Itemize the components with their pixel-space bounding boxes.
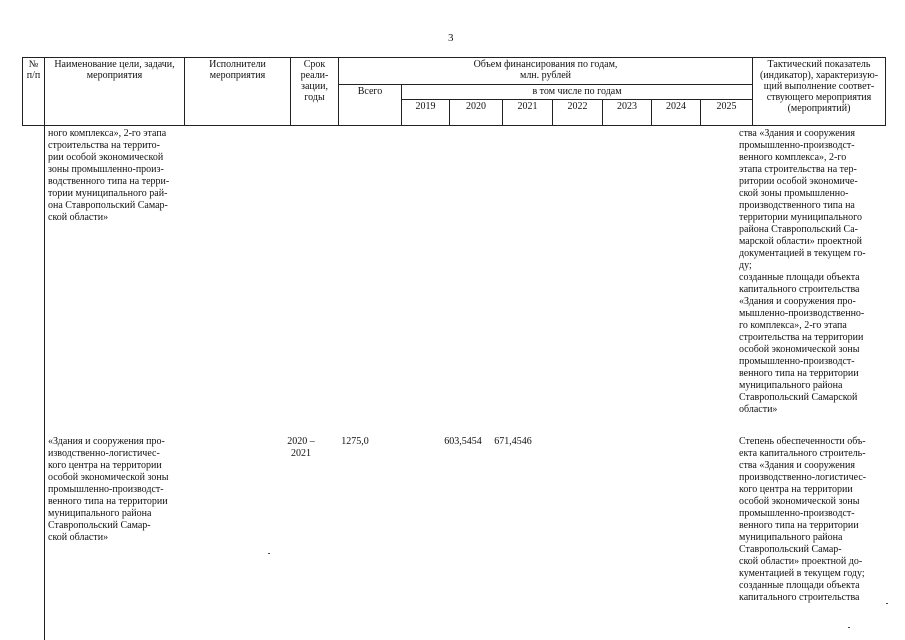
header-total: Всего <box>339 85 402 126</box>
row2-total: 1275,0 <box>341 436 369 447</box>
header-executors: Исполнители мероприятия <box>185 58 291 126</box>
header-indicator: Тактический показатель (индикатор), характеризую- щий выполнение соответ- ствующего мероприятия (мероприятий) <box>753 58 886 126</box>
scan-speck <box>886 603 888 604</box>
header-year-2025: 2025 <box>701 100 753 126</box>
header-year-2021: 2021 <box>503 100 553 126</box>
scan-speck <box>848 627 850 628</box>
header-funding: Объем финансирования по годам, млн. рублей <box>339 58 753 85</box>
header-by-years: в том числе по годам <box>402 85 753 100</box>
scan-speck <box>268 553 270 554</box>
header-year-2022: 2022 <box>553 100 603 126</box>
header-year-2020: 2020 <box>450 100 503 126</box>
row2-year-2020: 603,5454 <box>444 436 482 447</box>
row2-indicator: Степень обеспеченности объ- екта капитального строитель- ства «Здания и сооружения производственно-логистичес- кого центра на территории особой экономической зоны промышленно-производст- венного типа на территории муниципального района Ставропольский Самар- ской области» проектной до- кументацией в текущем году; созданные площади объекта капитального строительства <box>739 436 867 603</box>
header-year-2023: 2023 <box>603 100 652 126</box>
row2-year-2021: 671,4546 <box>494 436 532 447</box>
header-term: Срок реали- зации, годы <box>291 58 339 126</box>
table-header <box>22 57 886 126</box>
column-divider <box>44 126 45 640</box>
header-name: Наименование цели, задачи, мероприятия <box>45 58 185 126</box>
row1-indicator: ства «Здания и сооружения промышленно-производст- венного комплекса», 2-го этапа строительства на тер- ритории особой экономиче- ской зоны промышленно- производственного типа на территории муниципального района Ставропольский Са- марской области» проектной документацией в текущем го- ду; созданные площади объекта капитального строительства «Здания и сооружения про- мышленно-производственно- го комплекса», 2-го этапа строительства на территории особой экономической зоны промышленно-производст- венного типа на территории муниципального района Ставропольский Самарской области» <box>739 128 866 415</box>
header-year-2019: 2019 <box>402 100 450 126</box>
row1-name: ного комплекса», 2-го этапа строительства на террито- рии особой экономической зоны промышленно-произ- водственного типа на терри- тории муниципального рай- она Ставропольский Самар- ской области» <box>48 128 170 223</box>
header-number: № п/п <box>23 58 45 126</box>
header-year-2024: 2024 <box>652 100 701 126</box>
row2-name: «Здания и сооружения про- изводственно-логистичес- кого центра на территории особой экономической зоны промышленно-производст- венного типа на территории муниципального района Ставропольский Самар- ской области» <box>48 436 169 543</box>
page-number: 3 <box>448 32 454 44</box>
row2-term: 2020 – 2021 <box>287 436 315 459</box>
